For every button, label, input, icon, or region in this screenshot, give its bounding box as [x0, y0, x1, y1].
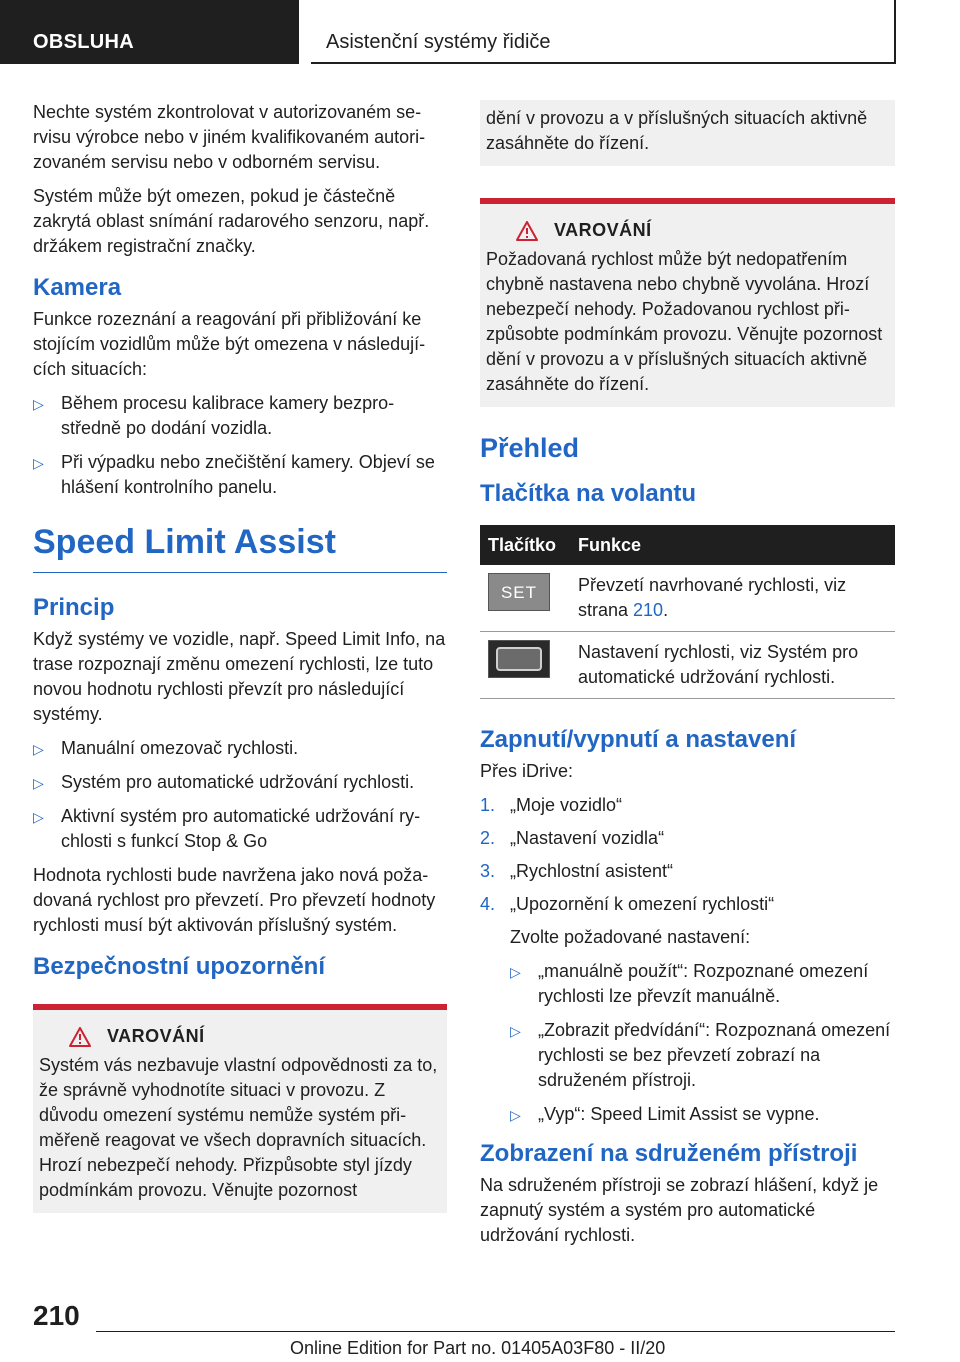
list-item: ▷ Manuální omezovač rychlosti. [33, 736, 447, 761]
key-cell [480, 632, 570, 699]
right-column [480, 100, 895, 1257]
warning-text-continued: dění v provozu a v příslušných situacích aktivně zasáhněte do řízení. [486, 108, 868, 153]
display-heading: Zobrazení na sdruženém přístroji [480, 1140, 858, 1167]
list-item: 3. „Rychlostní asistent“ [480, 861, 674, 881]
header-section-tab [0, 0, 299, 64]
footer-edition: Online Edition for Part no. 01405A03F80 - II/20 [290, 1338, 666, 1358]
warning-title: VAROVÁNÍ [554, 220, 652, 240]
warning-triangle-icon [516, 221, 538, 241]
triangle-bullet-icon: ▷ [33, 741, 44, 757]
intro-paragraph-2: Systém může být omezen, pokud je částečně zakrytá oblast snímání radarového senzoru, např. držákem registrační značky. [33, 186, 430, 256]
warning-title: VAROVÁNÍ [107, 1026, 205, 1046]
speed-limit-assist-heading: Speed Limit Assist [33, 522, 447, 573]
princip-paragraph-2: Hodnota rychlosti bude navržena jako nová požadovaná rychlost pro převzetí. Pro převzetí hodnoty rychlosti musí být aktivován příslušný systém. [33, 865, 436, 935]
onoff-heading: Zapnutí/vypnutí a nastavení [480, 726, 797, 753]
warning-box-2 [480, 198, 895, 407]
table-row [480, 632, 895, 699]
kamera-bullet-list [33, 391, 447, 500]
list-item: 2. „Nastavení vozidla“ [480, 828, 665, 848]
triangle-bullet-icon: ▷ [33, 455, 44, 471]
warning-title-row [69, 1026, 441, 1047]
warning-box-1 [33, 1004, 447, 1213]
kamera-heading: Kamera [33, 274, 122, 301]
princip-heading: Princip [33, 594, 115, 621]
buttons-heading: Tlačítka na volantu [480, 480, 697, 507]
warning-box-1-continued [480, 100, 895, 166]
page-number: 210 [33, 1300, 80, 1331]
warning-title-row [516, 220, 889, 241]
triangle-bullet-icon: ▷ [33, 809, 44, 825]
list-item: ▷ Při výpadku nebo znečištění kamery. Objeví se hlášení kontrolního panelu. [33, 452, 435, 497]
table-row [480, 565, 895, 632]
triangle-bullet-icon: ▷ [510, 964, 521, 980]
kamera-paragraph: Funkce rozeznání a reagování při přibližování ke stojícím vozidlům může být omezena v následujících situacích: [33, 309, 426, 379]
princip-paragraph: Když systémy ve vozidle, např. Speed Limit Info, na trase rozpoznají změnu omezení rychlosti, lze tuto novou hodnotu rychlosti převzít pro následující systémy. [33, 629, 446, 724]
list-item: 1. „Moje vozidlo“ [480, 795, 623, 815]
list-item: ▷ Aktivní systém pro automatické udržování rychlosti s funkcí Stop & Go [33, 806, 421, 851]
set-button-icon: SET [488, 573, 550, 611]
triangle-bullet-icon: ▷ [33, 396, 44, 412]
footer-divider [96, 1331, 895, 1332]
triangle-bullet-icon: ▷ [33, 775, 44, 791]
choose-setting-text: Zvolte požadované nastavení: [510, 927, 751, 947]
function-cell: Nastavení rychlosti, viz Systém pro automatické udržování rychlosti. [570, 632, 895, 699]
table-header-row [480, 525, 895, 565]
list-item: ▷ „manuálně použít“: Rozpoznané omezení rychlosti lze převzít manuálně. [510, 961, 869, 1006]
warning-text: Požadovaná rychlost může být nedopatřením chybně nastavena nebo chybně vyvolána. Hrozí nebezpečí nehody. Požadovanou rychlost přizpůsobte podmínkám provozu. Věnujte pozornost dění v provozu a v příslušných situacích aktivně zasáhněte do řízení. [486, 249, 883, 394]
princip-bullet-list [33, 736, 447, 854]
page-link[interactable]: 210 [633, 600, 664, 620]
warning-triangle-icon [69, 1027, 91, 1047]
display-paragraph: Na sdruženém přístroji se zobrazí hlášení, když je zapnutý systém a systém pro automatické udržování rychlosti. [480, 1175, 879, 1245]
via-idrive-text: Přes iDrive: [480, 761, 574, 781]
triangle-bullet-icon: ▷ [510, 1107, 521, 1123]
options-bullet-list [480, 959, 895, 1127]
list-item: ▷ „Zobrazit předvídání“: Rozpoznaná omezení rychlosti se bez převzetí zobrazí na sdruženém přístroji. [510, 1020, 891, 1090]
triangle-bullet-icon: ▷ [510, 1023, 521, 1039]
safety-heading: Bezpečnostní upozornění [33, 953, 326, 980]
column-header-function: Funkce [570, 525, 895, 565]
prehled-heading: Přehled [480, 433, 580, 463]
key-cell [480, 565, 570, 632]
intro-paragraph-1: Nechte systém zkontrolovat v autorizovaném servisu výrobce nebo v jiném kvalifikovaném autorizovaném servisu nebo v odborném servisu. [33, 102, 426, 172]
header-chapter-tab [311, 0, 896, 64]
header-chapter-label: Asistenční systémy řidiče [326, 31, 551, 53]
steering-buttons-table [480, 525, 895, 699]
list-item: ▷ Systém pro automatické udržování rychlosti. [33, 770, 447, 795]
list-item: ▷ Během procesu kalibrace kamery bezprostředně po dodání vozidla. [33, 393, 395, 438]
list-item: 4. „Upozornění k omezení rychlosti“ [480, 894, 775, 914]
header-section-label: OBSLUHA [33, 31, 134, 53]
list-item: ▷ „Vyp“: Speed Limit Assist se vypne. [510, 1102, 895, 1127]
function-cell: Převzetí navrhované rychlosti, viz strana 210. [570, 565, 895, 632]
rocker-switch-icon [488, 640, 550, 678]
warning-text: Systém vás nezbavuje vlastní odpovědnosti za to, že správně vyhodnotíte situaci v provozu. Z důvodu omezení systému nemůže systém přiměřeně reagovat ve všech dopravních situacích. Hrozí nebezpečí nehody. Přizpůsobte styl jízdy podmínkám provozu. Věnujte pozornost [39, 1055, 438, 1200]
left-column [33, 100, 447, 1213]
idrive-steps-list [480, 793, 895, 917]
column-header-key: Tlačítko [480, 525, 570, 565]
